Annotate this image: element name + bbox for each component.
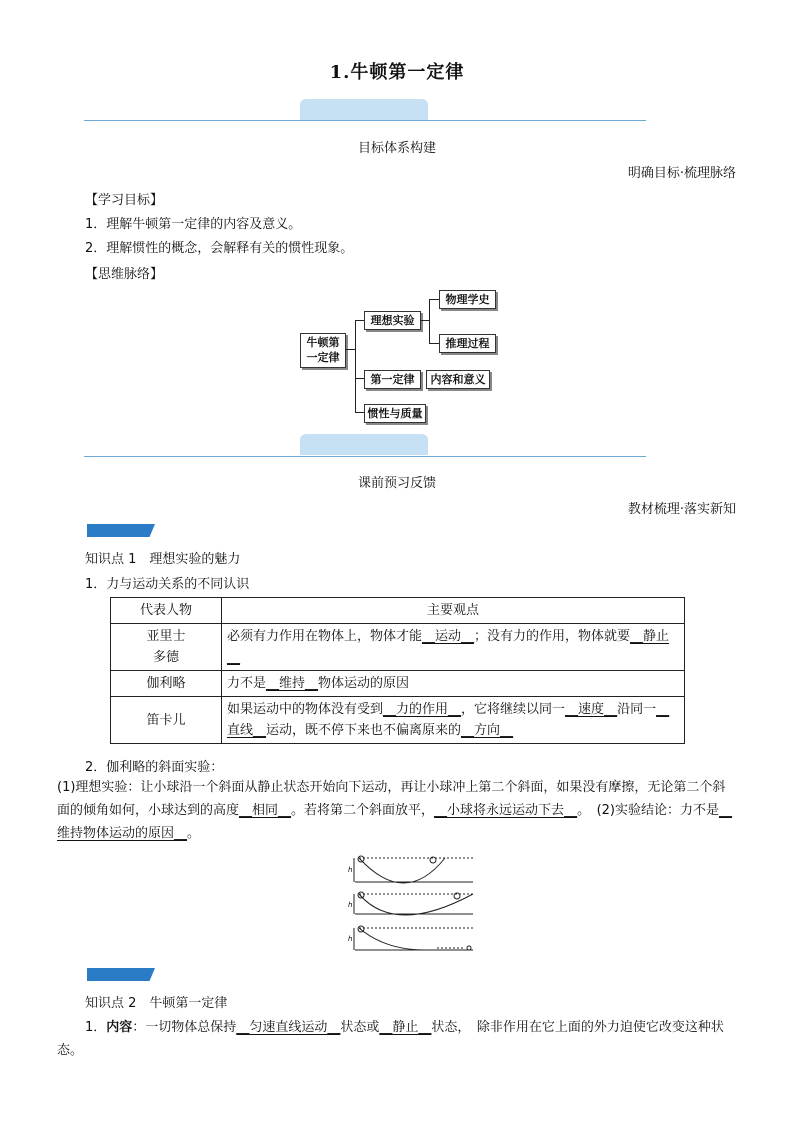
text: ；没有力的作用，物体就要	[474, 629, 631, 644]
section-subtitle: 明确目标·梳理脉络	[627, 166, 736, 181]
h-label: h	[348, 935, 353, 943]
table-header: 主要观点	[222, 598, 685, 624]
connector	[429, 299, 439, 300]
blank-answer: __方向__	[461, 723, 514, 738]
paragraph	[57, 776, 738, 845]
blank-answer: __直线__	[227, 702, 670, 738]
ball	[358, 856, 364, 862]
mindmap-node: 内容和意义	[426, 370, 490, 389]
person-cell	[111, 697, 222, 744]
person-name: 多德	[152, 650, 179, 665]
answer: 静止	[392, 1020, 419, 1035]
answer: 静止	[643, 629, 670, 644]
blank-answer: __速度__	[565, 702, 618, 717]
knowledge-badge	[87, 524, 155, 537]
answer: 直线	[227, 723, 254, 738]
mindmap-node: 理想实验	[364, 311, 421, 330]
paragraph	[57, 1016, 738, 1062]
text: 状态， 除非作用在它上面的外力迫使它改变这种状态。	[57, 1020, 724, 1058]
answer: 速度	[578, 702, 605, 717]
section-tab	[300, 434, 428, 455]
incline-curve	[359, 858, 445, 883]
incline-curve	[359, 894, 473, 915]
connector	[355, 378, 364, 379]
views-table	[110, 597, 685, 744]
view-cell	[222, 697, 685, 744]
section-title: 课前预习反馈	[357, 476, 436, 491]
answer: 方向	[474, 723, 501, 738]
blank-answer: __相同__	[239, 803, 292, 818]
answer: 小球将永远运动下去	[447, 803, 565, 818]
blank-answer: __静止__	[227, 629, 670, 665]
h-label: h	[348, 866, 353, 874]
section-divider	[84, 456, 646, 457]
table-row	[111, 624, 685, 671]
table-header-row	[111, 598, 685, 624]
connector	[355, 320, 364, 321]
person-name: 笛卡儿	[146, 712, 186, 728]
mindmap-root	[300, 333, 346, 368]
answer: 维持	[279, 676, 306, 691]
text: 1．	[85, 1020, 107, 1035]
goal-item: 2．理解惯性的概念，会解释有关的惯性现象。	[85, 241, 354, 256]
section-tab	[300, 99, 428, 120]
connector	[420, 320, 429, 321]
knowledge-point-title: 知识点 2 牛顿第一定律	[85, 996, 228, 1011]
text: 。若将第二个斜面放平，	[291, 803, 435, 818]
table-header: 代表人物	[111, 598, 222, 624]
section-subtitle: 教材梳理·落实新知	[627, 502, 736, 517]
goal-item: 1．理解牛顿第一定律的内容及意义。	[85, 217, 302, 232]
mindmap-node: 推理过程	[439, 334, 496, 353]
text: ：一切物体总保持	[132, 1020, 237, 1035]
view-cell	[222, 671, 685, 697]
table-row	[111, 697, 685, 744]
ball	[358, 926, 364, 932]
text: 状态或	[340, 1020, 380, 1035]
blank-answer: __静止__	[379, 1020, 432, 1035]
connector	[429, 343, 439, 344]
text: 如果运动中的物体没有受到	[227, 702, 384, 717]
blank-answer: __维持__	[266, 676, 319, 691]
answer: 运动	[435, 629, 462, 644]
bold-label: 内容	[106, 1020, 133, 1035]
list-item: 1．力与运动关系的不同认识	[85, 577, 250, 592]
connector	[355, 412, 364, 413]
list-item: 2．伽利略的斜面实验：	[85, 760, 224, 775]
text: 运动，既不停下来也不偏离原来的	[266, 723, 462, 738]
mindmap-node: 第一定律	[364, 370, 421, 389]
text: 力不是	[227, 676, 267, 691]
connector	[345, 349, 355, 350]
knowledge-point-title: 知识点 1 理想实验的魅力	[85, 552, 241, 567]
ball	[358, 892, 364, 898]
h-label: h	[348, 901, 353, 909]
blank-answer: __维持物体运动的原因__	[57, 803, 732, 841]
page-title: 1.牛顿第一定律	[329, 62, 465, 83]
connector	[429, 299, 430, 343]
blank-answer: __力的作用__	[383, 702, 462, 717]
text: 沿同一	[617, 702, 657, 717]
goals-header: 【学习目标】	[85, 193, 164, 208]
text: 必须有力作用在物体上，物体才能	[227, 629, 423, 644]
incline-experiment-figure	[345, 852, 477, 956]
answer: 维持物体运动的原因	[57, 826, 175, 841]
person-name: 伽利略	[146, 676, 186, 691]
blank-answer: __匀速直线运动__	[236, 1020, 341, 1035]
blank-answer: __运动__	[422, 629, 475, 644]
table-row	[111, 671, 685, 697]
text: 物体运动的原因	[318, 676, 410, 691]
answer: 力的作用	[396, 702, 449, 717]
section-title: 目标体系构建	[357, 141, 436, 156]
mindmap-node: 惯性与质量	[364, 404, 426, 423]
knowledge-badge	[87, 968, 155, 981]
mindmap-node: 物理学史	[439, 290, 496, 309]
mindmap-root-line: 牛顿第	[306, 336, 340, 349]
text: (1)理想实验：让小球沿一个斜面从静止状态开始向下运动，再让小球冲上第二个斜面，如果没有摩擦，无论第二个斜面的倾角如何，小球达到的高度	[57, 780, 726, 818]
person-name: 亚里士	[146, 629, 186, 644]
ball	[467, 946, 471, 950]
answer: 匀速直线运动	[249, 1020, 328, 1035]
text: ，它将继续以同一	[461, 702, 566, 717]
connector	[355, 320, 356, 413]
person-cell	[111, 624, 222, 671]
mindmap-root-line: 一定律	[306, 351, 340, 364]
person-cell	[111, 671, 222, 697]
text: 。 (2)实验结论：力不是	[577, 803, 719, 818]
view-cell	[222, 624, 685, 671]
section-divider	[84, 120, 646, 121]
incline-curve	[359, 928, 425, 950]
mind-header: 【思维脉络】	[85, 267, 164, 282]
text: 。	[187, 826, 201, 841]
answer: 相同	[252, 803, 279, 818]
blank-answer: __小球将永远运动下去__	[434, 803, 578, 818]
